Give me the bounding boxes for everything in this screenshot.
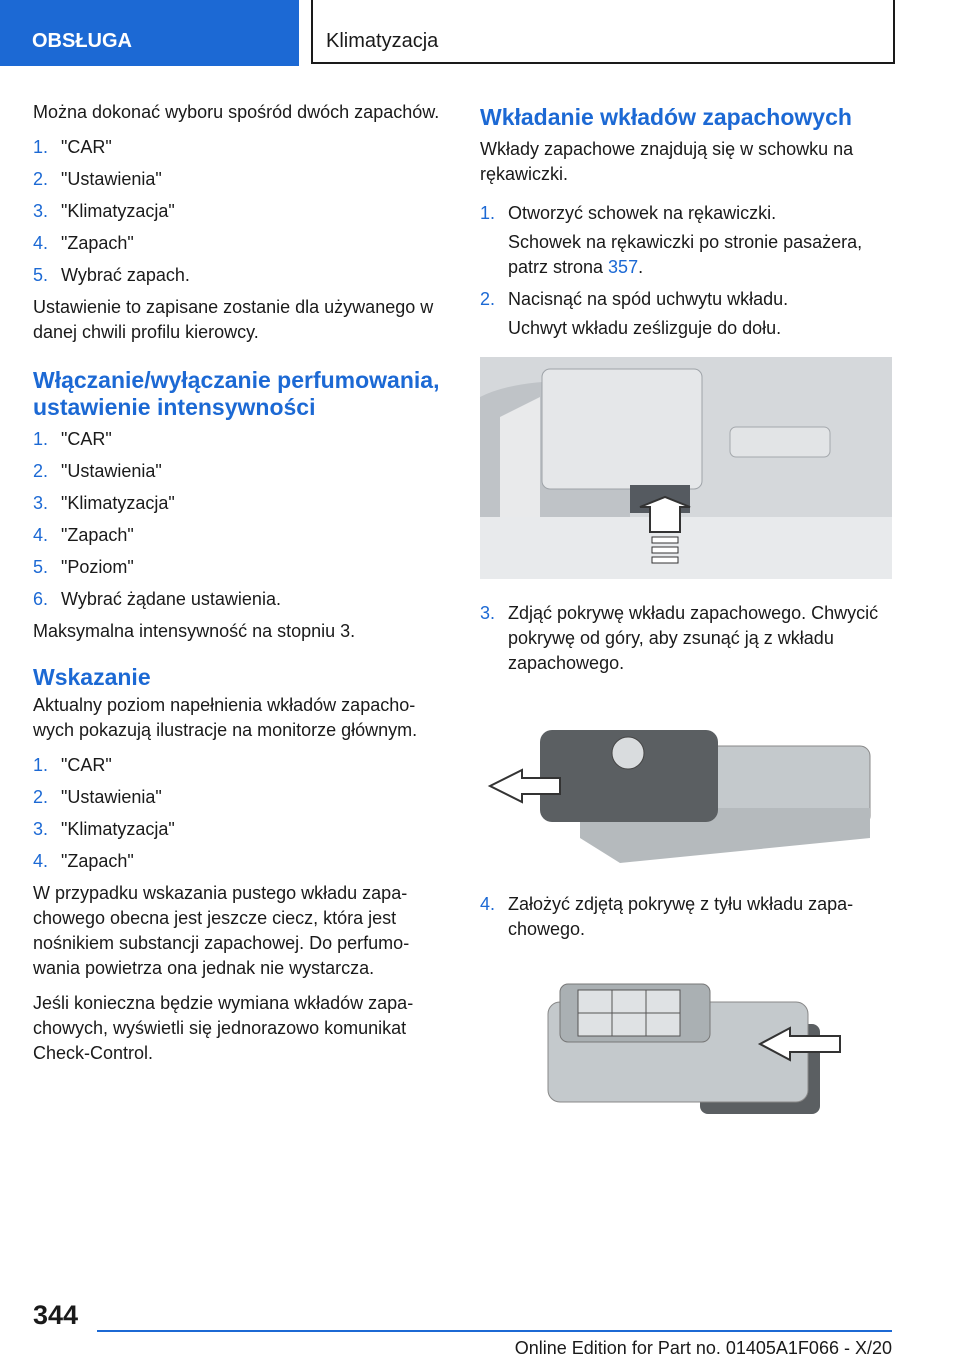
glovebox-drawing [480,357,892,579]
list-text: "Klimatyzacja" [61,201,175,221]
step2-detail: Uchwyt wkładu ześlizguje do dołu. [508,318,782,338]
list-number: 5. [33,557,49,577]
left-column [33,100,441,1076]
list-item: 3. Zdjąć pokrywę wkładu zapachowego. Chwycić pokrywę od góry, aby zsunąć ją z wkładu zapachowego. [480,603,879,673]
list-text: "Zapach" [61,525,134,545]
max-intensity-note: Maksymalna intensywność na stopniu 3. [33,621,356,641]
list-number: 2. [33,787,49,807]
list-indicator [33,753,441,874]
list-number: 1. [33,137,49,157]
empty-cartridge-text: W przypadku wskazania pustego wkładu zapachowego obecna jest jeszcze ciecz, która jest nośnikiem substancji zapachowej. Do perfumowania powietrza ona jednak nie wystarcza. [33,883,410,978]
cartridge-cover-drawing [480,688,892,870]
list-item [33,135,441,160]
list-text: "Klimatyzacja" [61,493,175,513]
intro-text: Można dokonać wyboru spośród dwóch zapachów. [33,102,440,122]
list-number: 2. [33,169,49,189]
list-number: 2. [33,461,49,481]
list-item [33,167,441,192]
chapter-title: Klimatyzacja [311,0,895,64]
list-text: "Ustawienia" [61,169,162,189]
step1-detail: Schowek na rękawiczki po stronie pasażera, patrz strona 357. [508,232,863,277]
list-item: 2. Nacisnąć na spód uchwytu wkładu. Uchwyt wkładu ześlizguje do dołu. [480,287,892,341]
list-item [33,199,441,224]
right-column [480,100,892,1146]
list-toggle-perfume [33,427,441,612]
list-item [33,817,441,842]
step-4 [480,892,892,942]
page-footer [0,1300,960,1362]
list-number: 4. [33,525,49,545]
heading-insert-cartridges: Wkładanie wkładów zapachowych [480,104,852,130]
insert-intro: Wkłady zapachowe znajdują się w schowku na rękawiczki. [480,139,854,184]
list-text: Wybrać zapach. [61,265,190,285]
list-text: "Poziom" [61,557,134,577]
list-item [33,263,441,288]
list-number: 6. [33,589,49,609]
list-item [33,459,441,484]
list-item [33,753,441,778]
list-number: 3. [33,819,49,839]
list-item [33,555,441,580]
list-item: 4. Założyć zdjętą pokrywę z tyłu wkładu zapachowego. [480,894,854,939]
list-number: 3. [33,201,49,221]
list-text: "CAR" [61,137,112,157]
list-number: 5. [33,265,49,285]
glovebox-illustration [480,357,892,579]
list-text: "Ustawienia" [61,461,162,481]
section-tab: OBSŁUGA [0,0,299,66]
list-item [33,523,441,548]
profile-note: Ustawienie to zapisane zostanie dla używanego w danej chwili profilu kierowcy. [33,297,434,342]
page-header [0,0,960,66]
replace-cartridge-text: Jeśli konieczna będzie wymiana wkładów zapachowych, wyświetli się jednorazowo komunikat Check-Control. [33,993,414,1063]
list-item: 1. Otworzyć schowek na rękawiczki. Schowek na rękawiczki po stronie pasażera, patrz strona 357. [480,201,892,280]
list-item [33,427,441,452]
heading-indicator: Wskazanie [33,664,151,690]
step-3 [480,601,892,676]
list-item [33,849,441,874]
footer-rule [97,1330,892,1332]
page-link[interactable]: 357 [608,257,639,277]
list-scent-select [33,135,441,288]
list-item [33,587,441,612]
list-item [33,491,441,516]
list-number: 1. [33,755,49,775]
list-text: "Zapach" [61,851,134,871]
page-number: 344 [33,1300,79,1330]
heading-toggle-perfume: Włączanie/wyłączanie perfumowania, ustawienie intensywności [33,367,440,420]
list-text: "Ustawienia" [61,787,162,807]
list-number: 1. [33,429,49,449]
list-text: "Zapach" [61,233,134,253]
list-text: Wybrać żądane ustawienia. [61,589,281,609]
list-number: 3. [33,493,49,513]
indicator-text: Aktualny poziom napełnienia wkładów zapachowych pokazują ilustracje na monitorze głównym. [33,695,418,740]
list-text: "Klimatyzacja" [61,819,175,839]
list-item [33,785,441,810]
edition-text: Online Edition for Part no. 01405A1F066 - X/20 [514,1338,892,1358]
list-text: "CAR" [61,429,112,449]
steps-1-2 [480,201,892,341]
cover-mounted-illustration [480,954,892,1124]
list-item [33,231,441,256]
list-number: 4. [33,233,49,253]
list-text: "CAR" [61,755,112,775]
list-number: 4. [33,851,49,871]
cartridge-cover-illustration [480,688,892,870]
cover-mounted-drawing [480,954,892,1124]
